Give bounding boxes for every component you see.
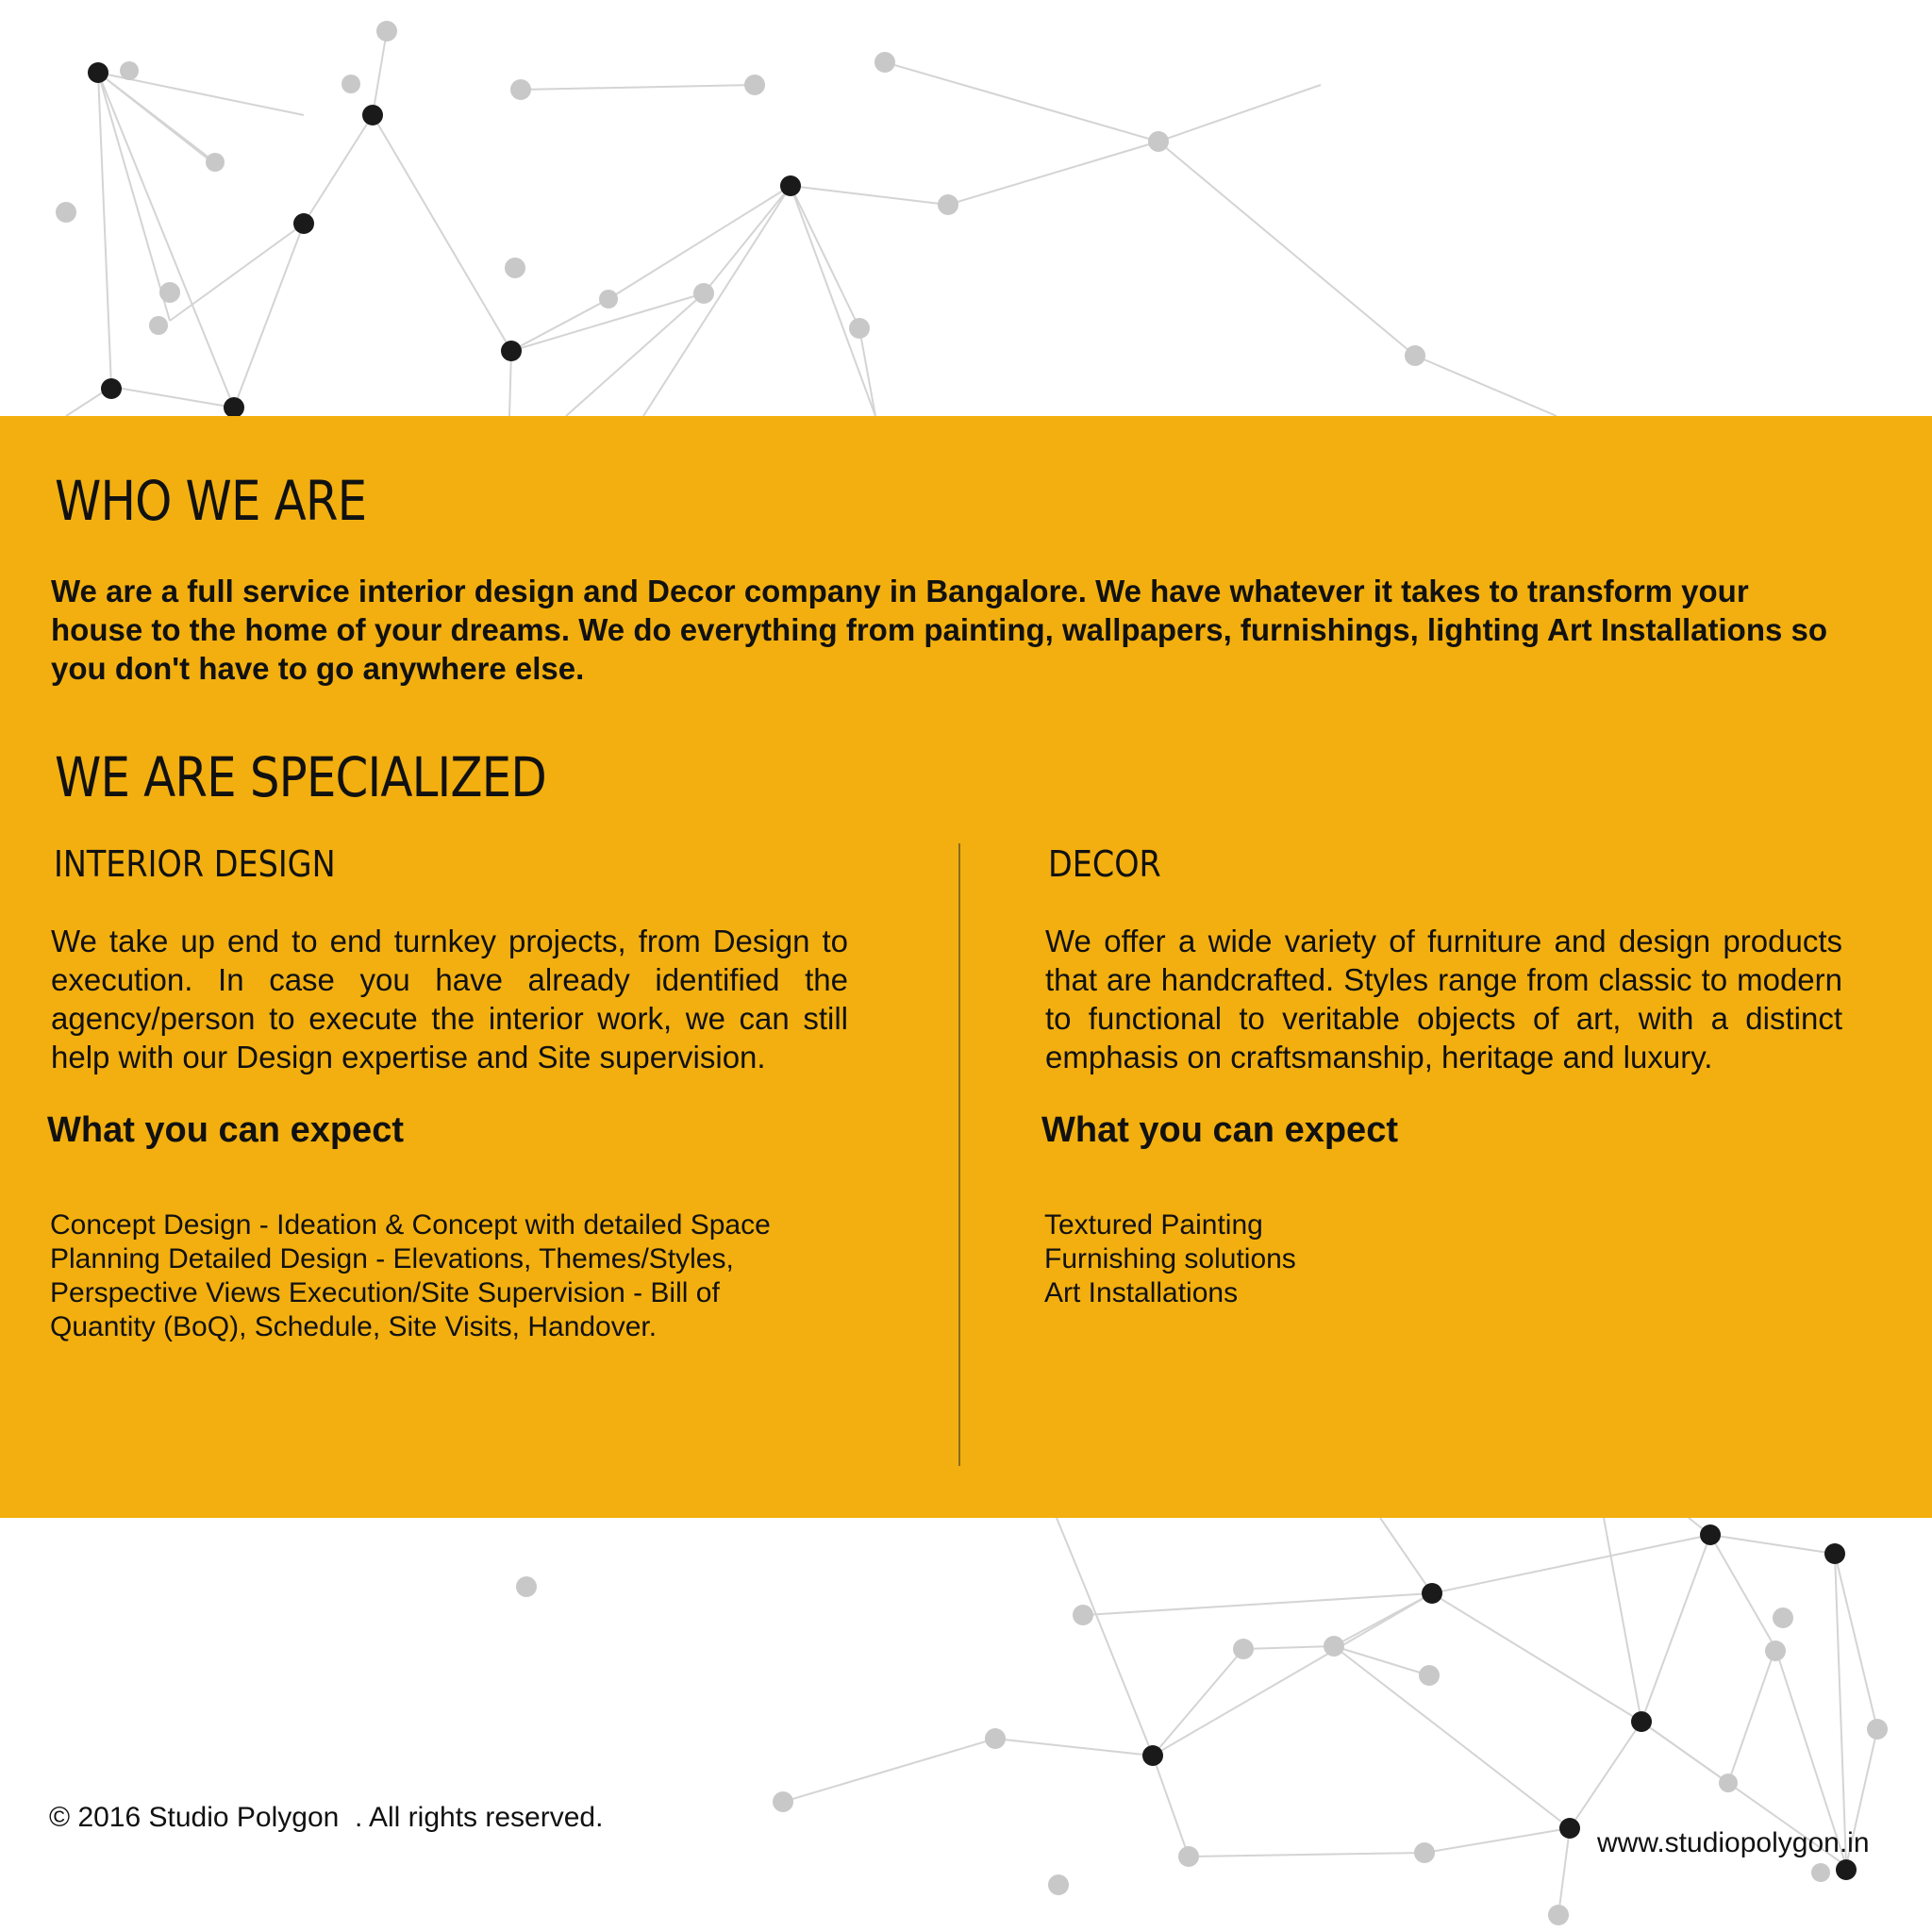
decor-expect-heading: What you can expect: [1041, 1110, 1398, 1150]
list-item: Art Installations: [1044, 1277, 1239, 1308]
copyright-text: © 2016 Studio Polygon . All rights reserved.: [49, 1802, 604, 1833]
decor-title: DECOR: [1048, 843, 1161, 885]
website-link[interactable]: www.studiopolygon.in: [1597, 1827, 1870, 1858]
specialized-heading: WE ARE SPECIALIZED: [55, 745, 546, 809]
column-divider: [958, 843, 960, 1466]
list-item: Quantity (BoQ), Schedule, Site Visits, Handover.: [50, 1311, 658, 1342]
list-item: Planning Detailed Design - Elevations, Themes/Styles,: [50, 1243, 734, 1274]
list-item: Concept Design - Ideation & Concept with detailed Space: [50, 1209, 771, 1241]
decor-description: We offer a wide variety of furniture and design products that are handcrafted. Styles range from classic to modern to functional to veritable objects of art, with a distinct emphasis on craftsmanship, heritage and luxury.: [1045, 924, 1842, 1074]
interior-expect-heading: What you can expect: [47, 1110, 404, 1150]
interior-design-description: We take up end to end turnkey projects, from Design to execution. In case you have already identified the agency/person to execute the interior work, we can still help with our Design expertise and Site supervision.: [51, 924, 848, 1074]
list-item: Perspective Views Execution/Site Supervision - Bill of: [50, 1277, 720, 1308]
who-we-are-heading: WHO WE ARE: [55, 469, 367, 533]
who-we-are-text: We are a full service interior design and Decor company in Bangalore. We have whatever it takes to transform your house to the home of your dreams. We do everything from painting, wallpapers, furnishings, lighting Art Installations so you don't have to go anywhere else.: [51, 574, 1828, 686]
decor-expect-list: [1044, 1208, 1865, 1310]
list-item: Textured Painting: [1044, 1209, 1263, 1241]
list-item: Furnishing solutions: [1044, 1243, 1296, 1274]
content-panel: [0, 416, 1932, 1518]
interior-design-title: INTERIOR DESIGN: [54, 843, 336, 885]
interior-expect-list: [50, 1208, 871, 1344]
